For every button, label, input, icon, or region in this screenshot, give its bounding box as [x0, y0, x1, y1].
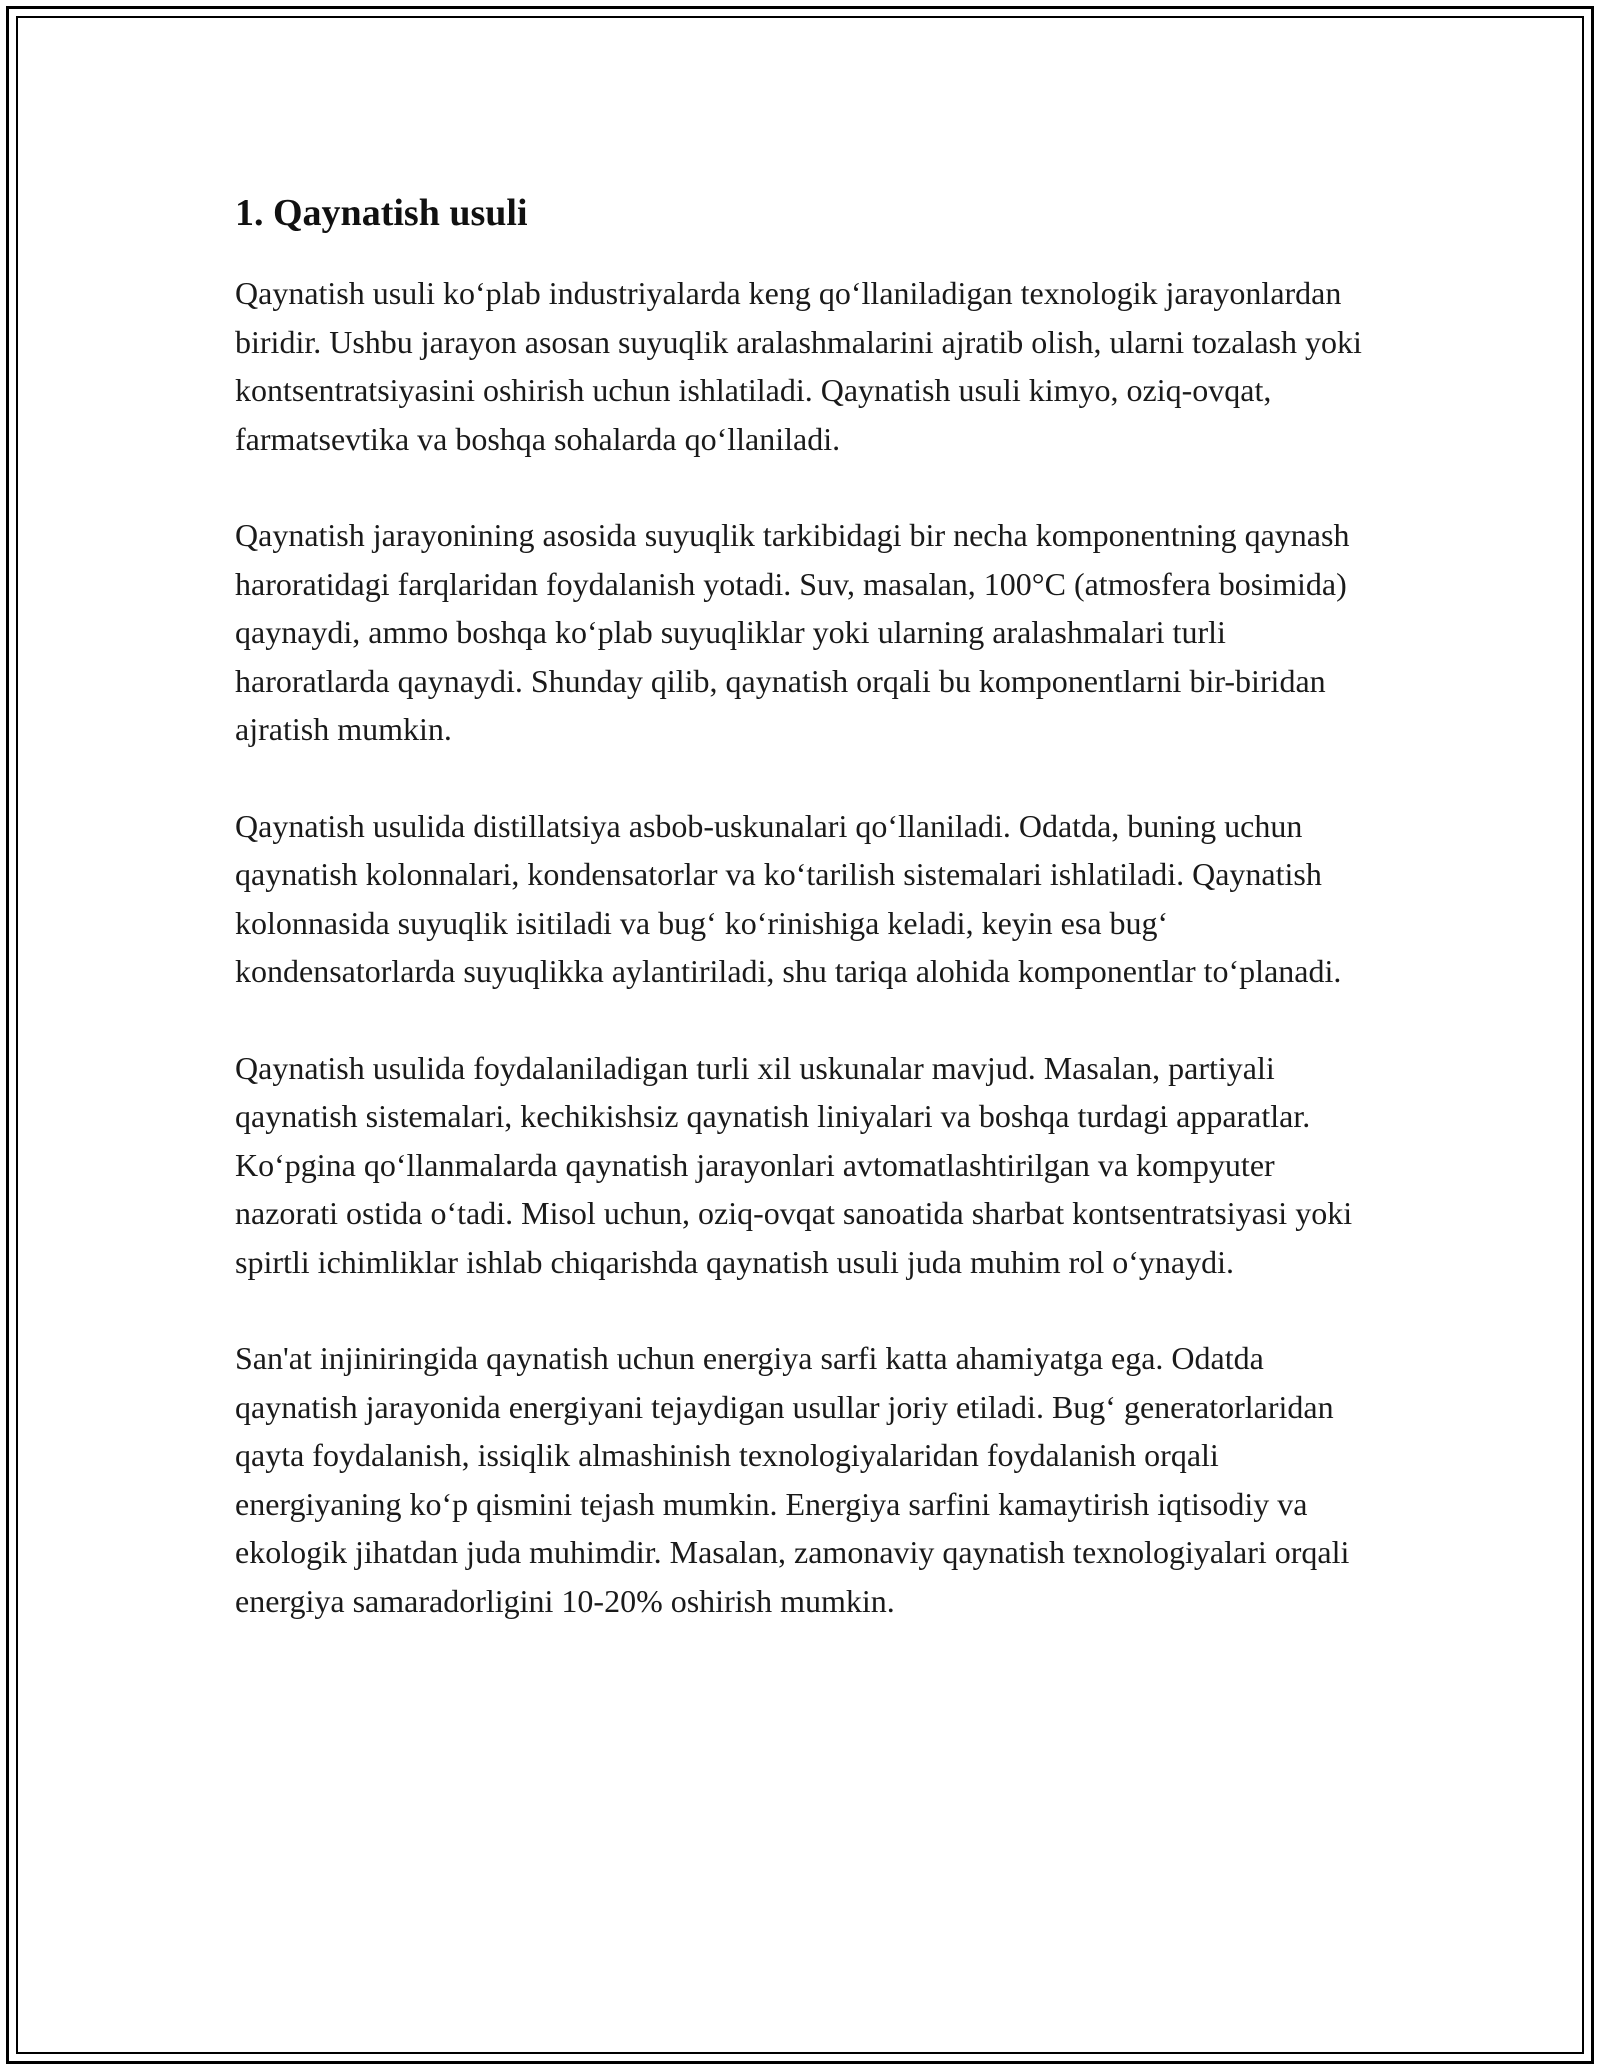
paragraph-5: San'at injiniringida qaynatish uchun energiya sarfi katta ahamiyatga ega. Odatda qaynatish jarayonida energiyani tejaydigan usullar joriy etiladi. Bug‘ generatorlaridan qayta foydalanish, issiqlik almashinish texnologiyalaridan foydalanish orqali energiyaning ko‘p qismini tejash mumkin. Energiya sarfini kamaytirish iqtisodiy va ekologik jihatdan juda muhimdir. Masalan, zamonaviy qaynatish texnologiyalari orqali energiya samaradorligini 10-20% oshirish mumkin.	[235, 1340, 1350, 1619]
section-heading: 1. Qaynatish usuli	[235, 192, 528, 234]
paragraph-3: Qaynatish usulida distillatsiya asbob-uskunalari qo‘llaniladi. Odatda, buning uchun qaynatish kolonnalari, kondensatorlar va ko‘tarilish sistemalari ishlatiladi. Qaynatish kolonnasida suyuqlik isitiladi va bug‘ ko‘rinishiga keladi, keyin esa bug‘ kondensatorlarda suyuqlikka aylantiriladi, shu tariqa alohida komponentlar to‘planadi.	[235, 807, 1342, 989]
document-body	[235, 185, 1370, 1673]
paragraph-2: Qaynatish jarayonining asosida suyuqlik tarkibidagi bir necha komponentning qaynash haroratidagi farqlaridan foydalanish yotadi. Suv, masalan, 100°C (atmosfera bosimida) qaynaydi, ammo boshqa ko‘plab suyuqliklar yoki ularning aralashmalari turli haroratlarda qaynaydi. Shunday qilib, qaynatish orqali bu komponentlarni bir-biridan ajratish mumkin.	[235, 517, 1350, 747]
paragraph-1: Qaynatish usuli ko‘plab industriyalarda keng qo‘llaniladigan texnologik jarayonlardan biridir. Ushbu jarayon asosan suyuqlik aralashmalarini ajratib olish, ularni tozalash yoki kontsentratsiyasini oshirish uchun ishlatiladi. Qaynatish usuli kimyo, oziq-ovqat, farmatsevtika va boshqa sohalarda qo‘llaniladi.	[235, 275, 1362, 457]
paragraph-4: Qaynatish usulida foydalaniladigan turli xil uskunalar mavjud. Masalan, partiyali qaynatish sistemalari, kechikishsiz qaynatish liniyalari va boshqa turdagi apparatlar. Ko‘pgina qo‘llanmalarda qaynatish jarayonlari avtomatlashtirilgan va kompyuter nazorati ostida o‘tadi. Misol uchun, oziq-ovqat sanoatida sharbat kontsentratsiyasi yoki spirtli ichimliklar ishlab chiqarishda qaynatish usuli juda muhim rol o‘ynaydi.	[235, 1049, 1353, 1280]
